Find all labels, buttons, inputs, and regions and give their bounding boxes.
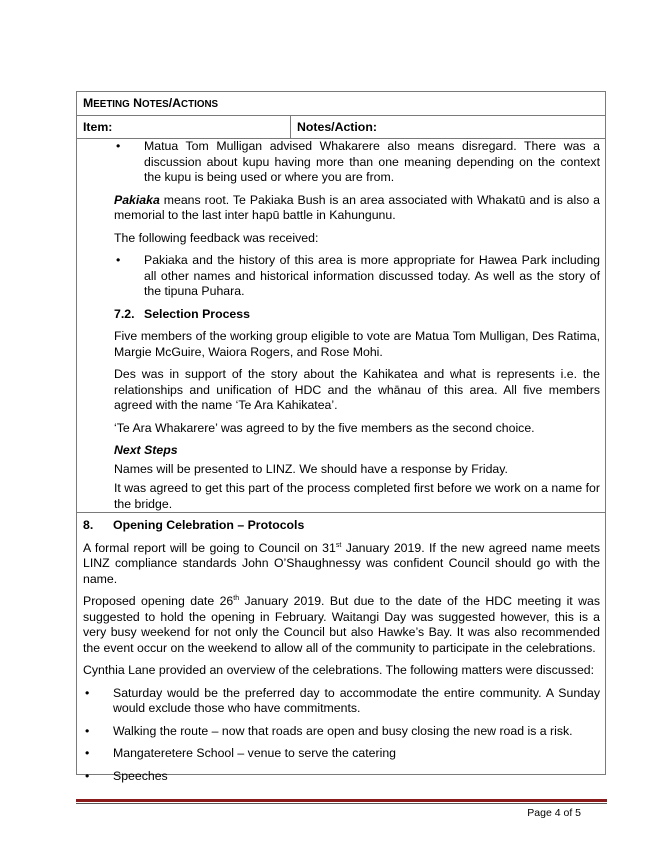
- overview-paragraph: Cynthia Lane provided an overview of the celebrations. The following matters were discussed:: [83, 663, 595, 677]
- title-sep: /: [168, 96, 173, 110]
- kahikatea-paragraph: Des was in support of the story about the Kahikatea and what is represents i.e. the relationships and unification of HDC and the whānau of this area. All five members agreed with the name ‘Te Ara Kahikatea’.: [114, 367, 600, 412]
- list-item: [83, 686, 600, 717]
- report-paragraph: [83, 541, 600, 588]
- subsection-title: Selection Process: [144, 306, 250, 321]
- report-text-a: A formal report will be going to Council on 31: [83, 540, 336, 555]
- title-rest-meeting: EETING: [93, 99, 130, 110]
- section-8-heading: [83, 518, 600, 534]
- bullet-icon: •: [85, 723, 90, 738]
- bullet-icon: •: [116, 253, 121, 267]
- list-item: [114, 253, 600, 300]
- column-header-notes: Notes/Action:: [297, 120, 377, 134]
- list-item: [83, 724, 600, 740]
- bullet-icon: •: [85, 746, 90, 760]
- subsection-heading: [114, 307, 600, 323]
- title-rest-actions: CTIONS: [181, 99, 219, 110]
- title-cap-n: N: [133, 96, 143, 110]
- bullet-text: Matua Tom Mulligan advised Whakarere also means disregard. There was a discussion about kupu having more than one meaning depending on the context the kupu is being used or where you are from.: [144, 139, 600, 184]
- bullet-text: Speeches: [113, 768, 168, 783]
- pakiaka-term: Pakiaka: [114, 192, 160, 207]
- bullet-icon: •: [85, 685, 90, 700]
- meeting-notes-table: [76, 91, 606, 783]
- footer-rule-thin: [76, 803, 607, 804]
- column-header-row: [77, 116, 605, 139]
- feedback-intro: The following feedback was received:: [114, 230, 319, 245]
- subsection-number: 7.2.: [114, 306, 135, 321]
- footer-rule-thick: [76, 799, 607, 802]
- table-title: [77, 92, 605, 116]
- section-8-notes: [77, 518, 605, 784]
- second-choice-paragraph: ‘Te Ara Whakarere’ was agreed to by the five members as the second choice.: [114, 420, 535, 435]
- pakiaka-text: means root. Te Pakiaka Bush is an area associated with Whakatū and is also a memorial to the last inter hapū battle in Kahungunu.: [114, 192, 600, 222]
- list-item: [83, 746, 600, 762]
- bullet-icon: •: [85, 768, 90, 783]
- bullet-text: Pakiaka and the history of this area is more appropriate for Hawea Park including all other names and historical information discussed today. As well as the story of the tipuna Puhara.: [144, 253, 600, 298]
- bullet-text: Mangateretere School – venue to serve the catering: [113, 746, 397, 760]
- section-number: 8.: [83, 518, 94, 532]
- linz-paragraph: Names will be presented to LINZ. We should have a response by Friday.: [114, 461, 508, 476]
- page-number: Page 4 of 5: [527, 807, 581, 819]
- ordinal-suffix: th: [233, 595, 240, 602]
- report-text-b: January 2019. If the new agreed name meets LINZ compliance standards John O’Shaughnessy was confident Council should go with the name.: [83, 540, 601, 586]
- bridge-paragraph: It was agreed to get this part of the process completed first before we work on a name for the bridge.: [114, 481, 600, 511]
- list-item: [114, 139, 600, 186]
- bullet-text: Saturday would be the preferred day to accommodate the entire community. A Sunday would exclude those who have commitments.: [113, 685, 600, 715]
- bullet-text: Walking the route – now that roads are open and busy closing the new road is a risk.: [113, 723, 573, 738]
- pakiaka-paragraph: [114, 193, 600, 224]
- next-steps-heading: Next Steps: [114, 443, 178, 457]
- bullet-icon: •: [116, 139, 121, 153]
- title-cap-a: A: [172, 96, 182, 110]
- column-header-item: Item:: [77, 116, 291, 138]
- title-cap-m: M: [83, 96, 94, 110]
- section-7-notes: [77, 139, 605, 513]
- opening-text-b: January 2019. But due to the date of the HDC meeting it was suggested to hold the opening in February. Waitangi Day was suggested however, this is a very busy weekend for not only the Council but also Hawke’s Bay. It was also recommended the event occur on the weekend to allow all of the community to participate in the celebrations.: [83, 594, 600, 655]
- opening-date-paragraph: [83, 594, 600, 656]
- title-rest-notes: OTES: [142, 99, 169, 110]
- section-title: Opening Celebration – Protocols: [113, 518, 305, 532]
- opening-text-a: Proposed opening date 26: [83, 594, 234, 608]
- ordinal-suffix: st: [335, 541, 342, 549]
- voting-members-paragraph: Five members of the working group eligible to vote are Matua Tom Mulligan, Des Ratima, Margie McGuire, Waiora Rogers, and Rose Mohi.: [114, 329, 600, 359]
- list-item: [83, 769, 600, 785]
